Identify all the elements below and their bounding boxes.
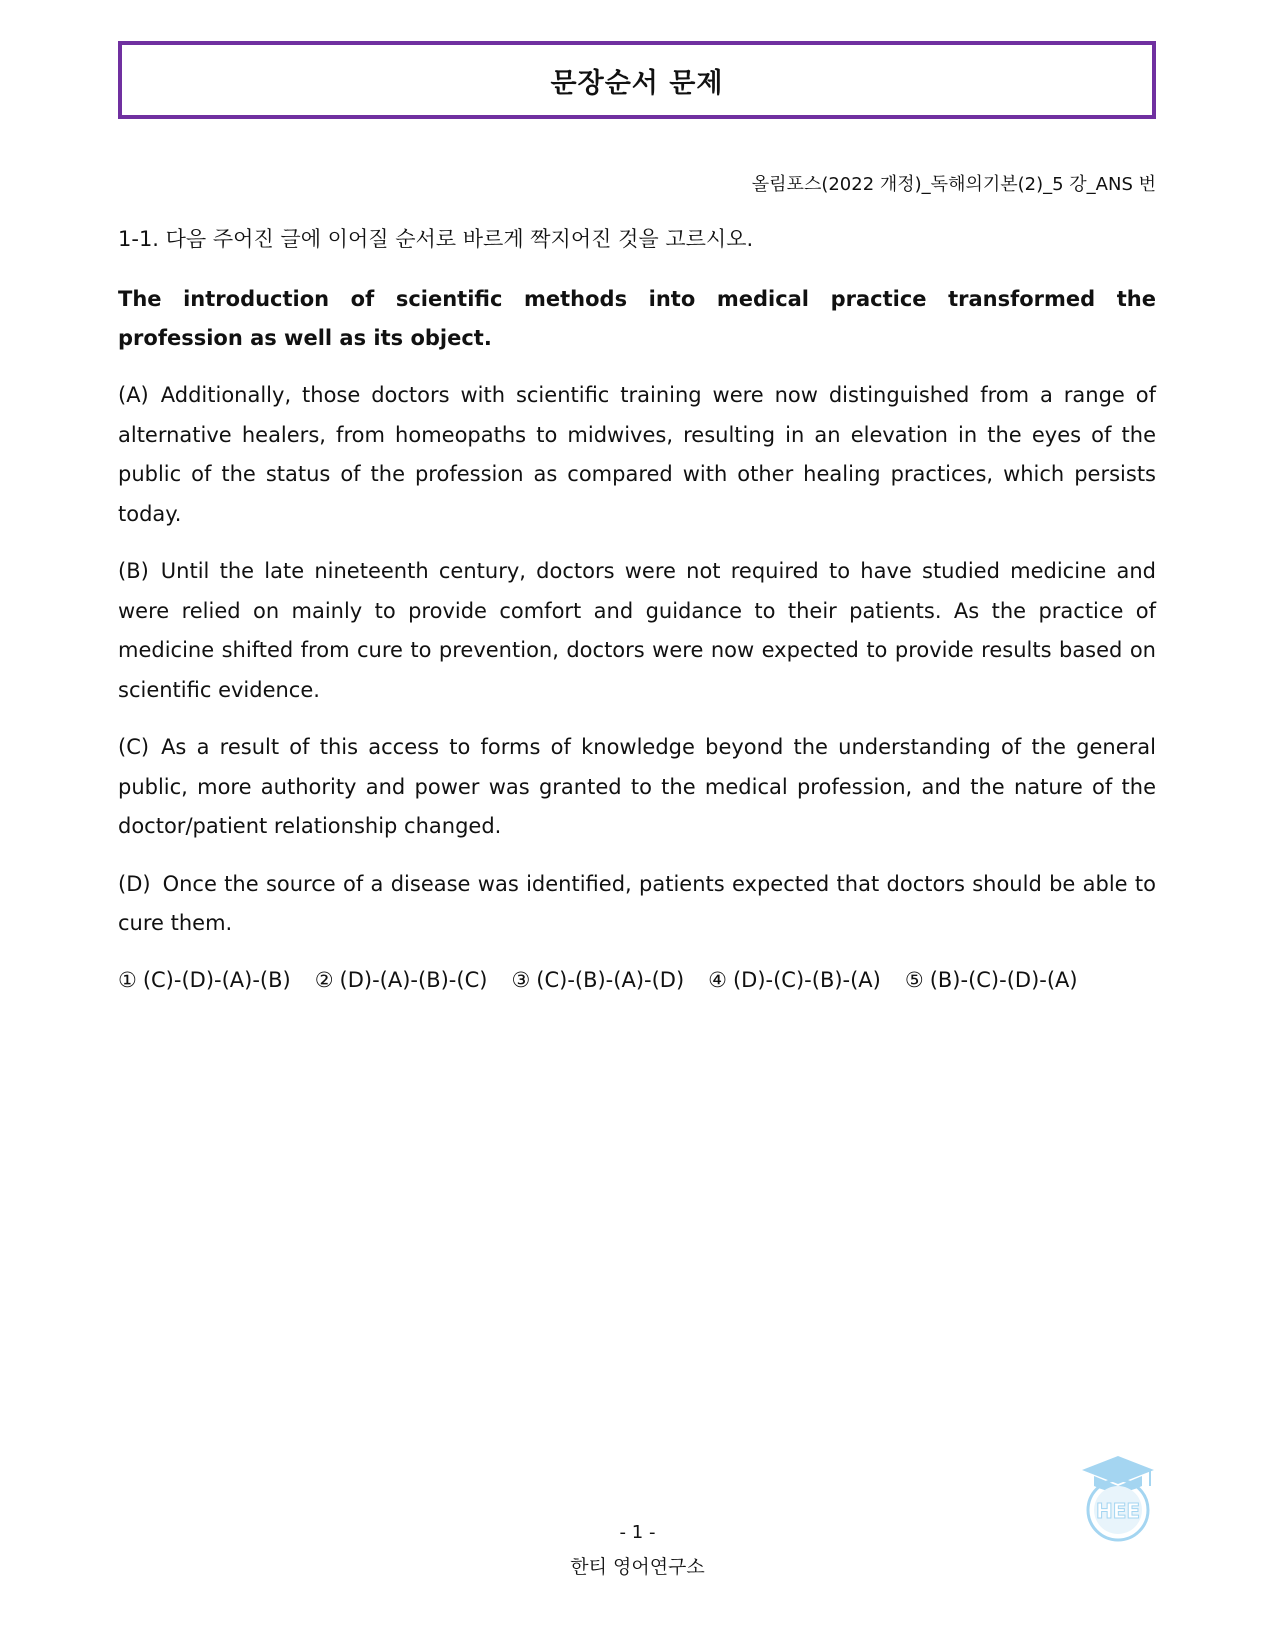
paragraph-marker: (D) (118, 871, 151, 896)
choice-text: (B)-(C)-(D)-(A) (929, 967, 1078, 992)
source-reference: 올림포스(2022 개정)_독해의기본(2)_5 강_ANS 번 (751, 174, 1156, 195)
paragraph-marker: (C) (118, 735, 150, 759)
choice-number: ④ (708, 967, 727, 992)
choice-text: (D)-(A)-(B)-(C) (339, 967, 488, 992)
paragraph-marker: (B) (118, 559, 149, 583)
paragraph-b (118, 552, 1156, 710)
choice-4[interactable] (708, 962, 881, 998)
given-sentence: The introduction of scientific methods into medical practice transformed the profession as well as its object. (118, 287, 1156, 350)
page-title: 문장순서 문제 (550, 67, 724, 99)
choice-text: (C)-(B)-(A)-(D) (536, 967, 685, 992)
choice-2[interactable] (315, 962, 488, 998)
passage (118, 280, 1156, 998)
title-box (118, 41, 1156, 119)
footer-organization: 한티 영어연구소 (570, 1556, 705, 1578)
choice-3[interactable] (511, 962, 684, 998)
choice-number: ⑤ (904, 967, 924, 992)
page-number: - 1 - (619, 1522, 656, 1543)
choice-text: (D)-(C)-(B)-(A) (732, 967, 881, 992)
choice-5[interactable] (905, 962, 1078, 998)
choice-number: ② (314, 967, 334, 992)
choice-number: ③ (511, 967, 531, 992)
paragraph-text: Until the late nineteenth century, doctors were not required to have studied medicine and were relied on mainly to provide comfort and guidance to their patients. As the practice of medicine shifted from cure to prevention, doctors were now expected to provide results based on scientific evidence. (118, 559, 1156, 702)
question-prompt: 1-1. 다음 주어진 글에 이어질 순서로 바르게 짝지어진 것을 고르시오. (118, 227, 754, 251)
paragraph-text: Additionally, those doctors with scientific training were now distinguished from a range of alternative healers, from homeopaths to midwives, resulting in an elevation in the eyes of the public of the status of the profession as compared with other healing practices, which persists today. (118, 383, 1156, 526)
logo-text: HEE (1095, 1499, 1141, 1523)
paragraph-text: Once the source of a disease was identified, patients expected that doctors should be able to cure them. (118, 871, 1156, 935)
choice-1[interactable] (118, 962, 291, 998)
choice-text: (C)-(D)-(A)-(B) (142, 967, 291, 992)
paragraph-c (118, 728, 1156, 847)
paragraph-text: As a result of this access to forms of knowledge beyond the understanding of the general public, more authority and power was granted to the medical profession, and the nature of the doctor/patient relationship changed. (118, 735, 1156, 838)
paragraph-a (118, 376, 1156, 534)
paragraph-d (118, 865, 1156, 944)
paragraph-marker: (A) (118, 383, 149, 407)
answer-choices (118, 962, 1156, 998)
choice-number: ① (118, 967, 137, 992)
